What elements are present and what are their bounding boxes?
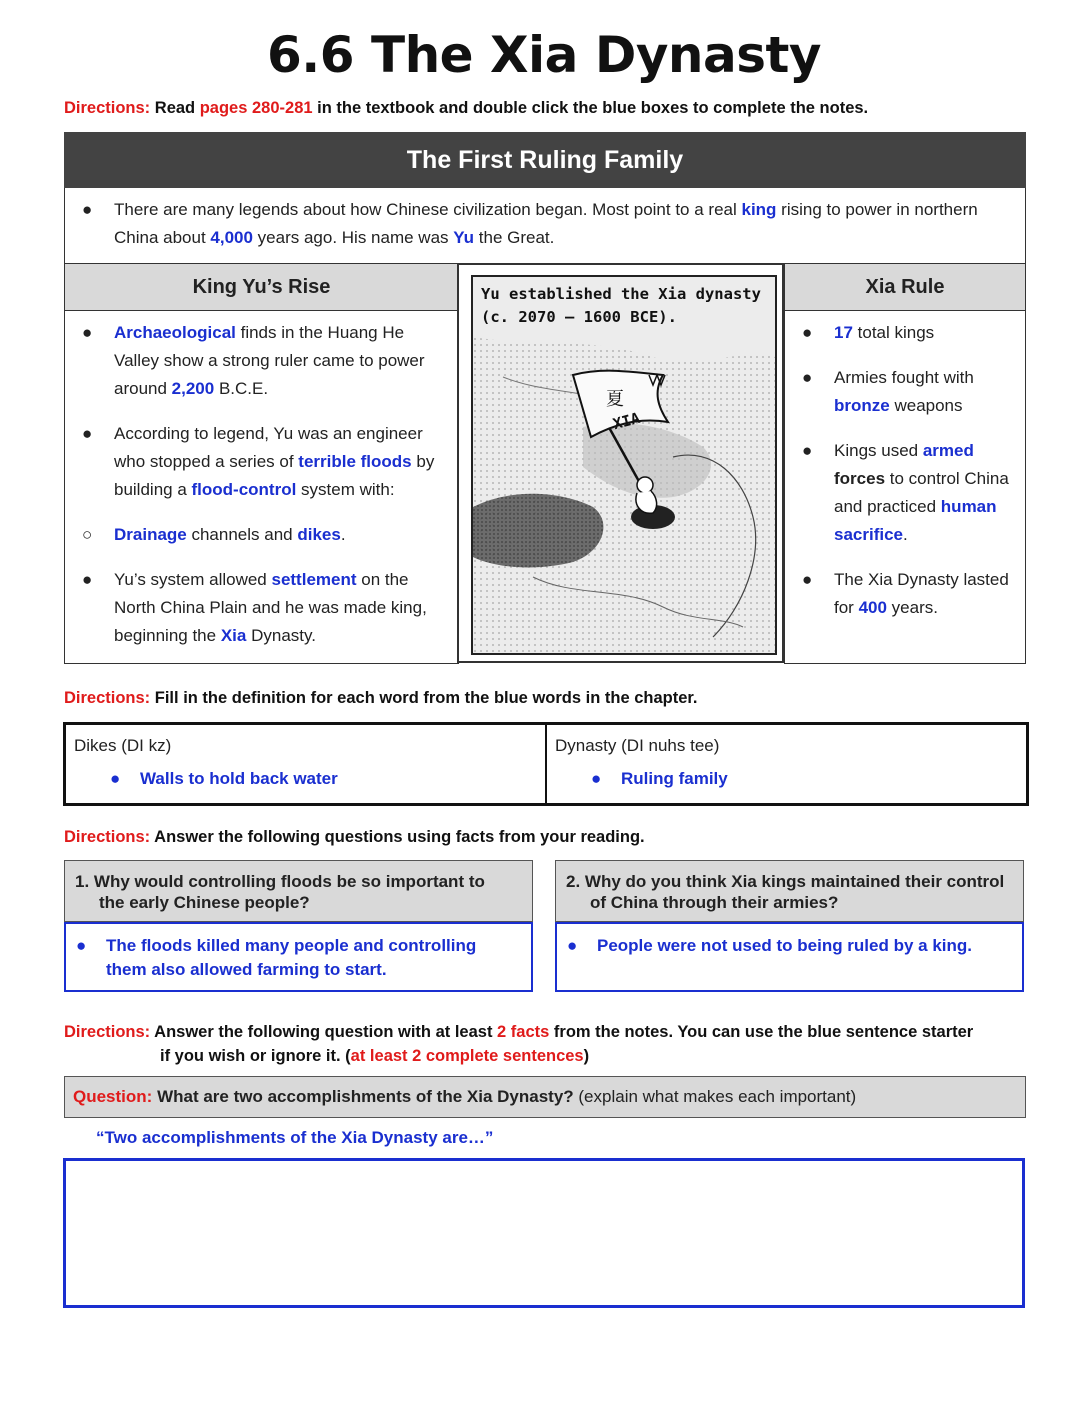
definition-dikes[interactable]: Walls to hold back water [140,769,338,788]
blank-dikes[interactable]: dikes [297,525,341,544]
directions-questions: Directions: Answer the following questions using facts from your reading. [64,828,645,846]
term-dynasty: Dynasty (DI nuhs tee) [555,736,720,755]
blank-yu[interactable]: Yu [453,228,475,247]
sentence-starter: “Two accomplishments of the Xia Dynasty are…” [96,1128,494,1147]
notes-table [64,132,1026,664]
question-2-answer[interactable]: ● People were not used to being ruled by a king. [555,922,1024,992]
blank-4000[interactable]: 4,000 [210,228,253,247]
essay-question: Question: What are two accomplishments of the Xia Dynasty? (explain what makes each important) [64,1076,1026,1118]
definition-cell-dikes: Dikes (DI kz) ● Walls to hold back water [66,725,547,803]
term-dikes: Dikes (DI kz) [74,736,172,755]
list-item: ● Kings used armed forces to control China and practiced human sacrifice. [802,441,1009,544]
blank-human-sacrifice[interactable]: human sacrifice [834,497,997,544]
table-header: The First Ruling Family [64,132,1026,188]
list-item: ● Armies fought with bronze weapons [802,368,974,415]
definition-dynasty[interactable]: Ruling family [621,769,728,788]
map-drawing [473,277,775,653]
definitions-table [63,722,1029,806]
list-item: ● Yu’s system allowed settlement on the North China Plain and he was made king, beginning the Xia Dynasty. [82,570,427,645]
page-title: 6.6 The Xia Dynasty [266,26,822,84]
illustration-cell [457,263,784,663]
intro-row [64,188,1026,264]
essay-answer-box[interactable] [63,1158,1025,1308]
list-item: ● 17 total kings [802,323,935,342]
blank-bronze[interactable]: bronze [834,396,890,415]
list-item: ● The Xia Dynasty lasted for 400 years. [802,570,1009,617]
directions-definitions: Directions: Fill in the definition for each word from the blue words in the chapter. [64,689,698,707]
directions-read: Directions: Read pages 280-281 in the textbook and double click the blue boxes to complete the notes. [64,99,869,117]
blank-settlement[interactable]: settlement [271,570,357,589]
blank-17[interactable]: 17 [834,323,853,342]
blank-terrible-floods[interactable]: terrible floods [298,452,412,471]
blank-xia[interactable]: Xia [220,626,247,645]
blank-armed[interactable]: armed [922,441,974,460]
blank-400[interactable]: 400 [858,598,887,617]
question-2 [555,860,1024,992]
list-item: ○ Drainage channels and dikes. [82,525,346,544]
comic-caption: Yu established the Xia dynasty (c. 2070 – 1600 BCE). [481,285,761,326]
xia-rule-heading: Xia Rule [785,263,1025,311]
directions-essay: Directions: Answer the following question with at least 2 facts from the notes. You can use the blue sentence starter if you wish or ignore it. (at least 2 complete sentences) [64,1023,974,1065]
king-yu-rise-column [64,263,459,664]
svg-text:XIA: XIA [611,408,642,434]
definition-cell-dynasty: Dynasty (DI nuhs tee) ● Ruling family [555,736,728,788]
king-yu-rise-heading: King Yu’s Rise [65,263,458,311]
word-forces: forces [834,469,886,488]
list-item: ● According to legend, Yu was an engineer who stopped a series of terrible floods by building a flood-control system with: [82,424,435,499]
question-1 [64,860,533,992]
xia-rule-column [784,263,1026,664]
question-1-prompt: 1. Why would controlling floods be so important to the early Chinese people? [64,860,533,922]
blank-drainage[interactable]: Drainage [114,525,187,544]
question-2-prompt: 2. Why do you think Xia kings maintained their control of China through their armies? [555,860,1024,922]
blank-archaeological[interactable]: Archaeological [114,323,236,342]
blank-2200[interactable]: 2,200 [171,379,215,398]
question-1-answer[interactable]: ● The floods killed many people and controlling them also allowed farming to start. [64,922,533,992]
comic-illustration [471,275,777,655]
blank-king[interactable]: king [741,200,777,219]
svg-text:夏: 夏 [606,389,624,410]
blank-flood-control[interactable]: flood-control [191,480,297,499]
intro-bullet: ● There are many legends about how Chinese civilization began. Most point to a real king rising to power in northern China about 4,000 years ago. His name was Yu the Great. [82,200,978,247]
list-item: ● Archaeological finds in the Huang He Valley show a strong ruler came to power around 2,200 B.C.E. [82,323,425,398]
